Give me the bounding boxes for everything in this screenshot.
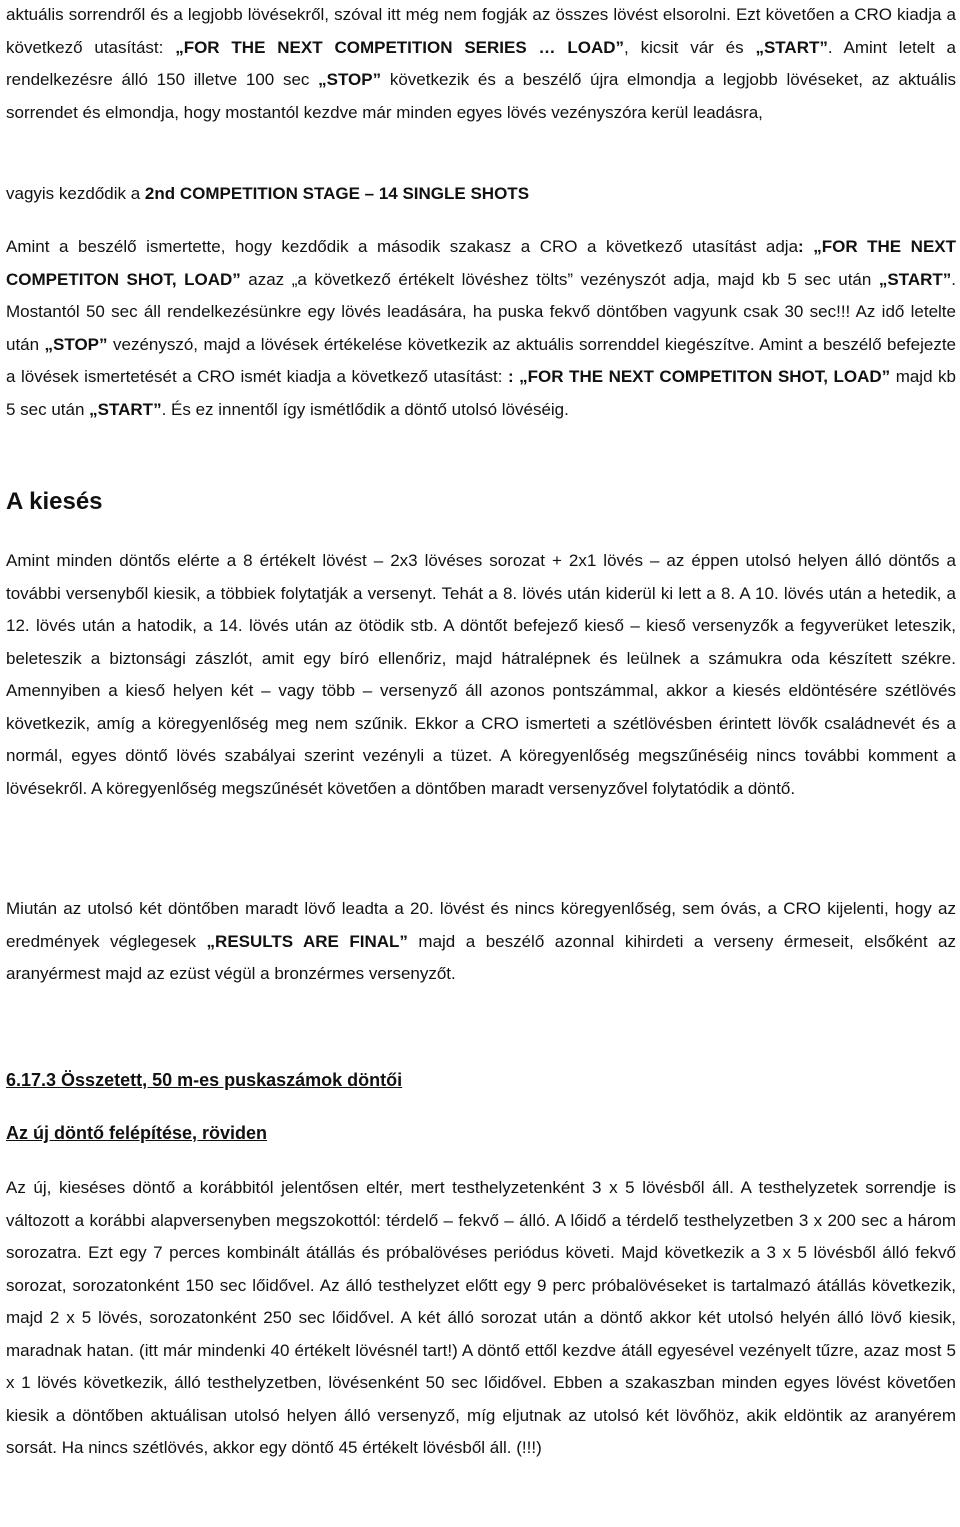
paragraph-stage2 [6, 178, 956, 211]
text: azaz „a következő értékelt lövéshez tölts” vezényszót adja, majd kb 5 sec után [240, 269, 879, 289]
text: majd kb 5 sec után [6, 367, 957, 419]
text: . Amint letelt a rendelkezésre álló 150 illetve 100 sec [6, 37, 956, 89]
command-load: „FOR THE NEXT COMPETITION SERIES … LOAD” [175, 37, 625, 57]
command-start: „START” [89, 399, 162, 419]
command-results-final: „RESULTS ARE FINAL” [206, 931, 408, 951]
paragraph-elimination: Amint minden döntős elérte a 8 értékelt lövést – 2x3 lövéses sorozat + 2x1 lövés – az éppen utolsó helyen álló döntős a további versenyből kiesik, a többiek folytatják a versenyt. Tehát a 8. lövés után kiderül ki lett a 8. A 10. lövés után a hetedik, a 12. lövés után a hatodik, a 14. lövés után az ötödik stb. A döntőt befejező kieső – kieső versenyzők a fegyverüket leteszik, beleteszik a biztonsági zászlót, amit egy bíró ellenőriz, majd hátralépnek és leülnek a számukra oda készített székre. Amennyiben a kieső helyen két – vagy több – versenyző áll azonos pontszámmal, akkor a kiesés eldöntésére szétlövés következik, amíg a köregyenlőség meg nem szűnik. Ekkor a CRO ismerteti a szétlövésben érintett lövők családnevét és a normál, egyes döntő lövés szabályai szerint vezényli a tüzet. A köregyenlőség megszűnéséig nincs további komment a lövésekről. A köregyenlőség megszűnését követően a döntőben maradt versenyzővel folytatódik a döntő. [6, 551, 956, 798]
paragraph-stage2-details [6, 231, 956, 426]
command-load: : „FOR THE NEXT COMPETITON SHOT, LOAD” [508, 367, 891, 386]
text: . És ez innentől így ismétlődik a döntő utolsó lövéséig. [161, 399, 569, 419]
text: , kicsit vár és [624, 37, 756, 57]
text: következik és a beszélő újra elmondja a legjobb lövéseket, az aktuális sorrendet és elmondja, hogy mostantól kezdve már minden egyes lövés vezényszóra kerül leadásra, [6, 70, 956, 122]
command-start: „START” [878, 269, 952, 289]
command-start: „START” [755, 37, 828, 57]
text: Amint a beszélő ismertette, hogy kezdődik a második szakasz a CRO a következő utasítást adja [6, 237, 799, 256]
command-stop: „STOP” [318, 70, 382, 89]
section-heading: 6.17.3 Összetett, 50 m-es puskaszámok döntői [6, 1070, 403, 1090]
command-load: : „FOR THE NEXT COMPETITON SHOT, LOAD” [6, 237, 957, 289]
text: vagyis kezdődik a [6, 184, 145, 203]
stage-title: 2nd COMPETITION STAGE – 14 SINGLE SHOTS [144, 184, 530, 203]
paragraph-new-final: Az új, kieséses döntő a korábbitól jelentősen eltér, mert testhelyzetenként 3 x 5 lövésből áll. A testhelyzetek sorrendje is változott a korábbi alapversenyben megszokottól: térdelő – fekvő – álló. A lőidő a térdelő testhelyzetben 3 x 200 sec a három sorozatra. Ezt egy 7 perces kombinált átállás és próbalövéses periódus követi. Majd következik a 3 x 5 lövésből álló fekvő sorozat, sorozatonként 150 sec lőidővel. Az álló testhelyzet előtt egy 9 perc próbalövéseket is tartalmazó átállás következik, majd 2 x 5 lövés, sorozatonként 250 sec lőidővel. A két álló sorozat után a döntő akkor két utolsó helyén álló lövő kiesik, maradnak hatan. (itt már mindenki 40 értékelt lövésnél tart!) A döntő ettől kezdve átáll egyesével vezényelt tűzre, azaz most 5 x 1 lövés következik, álló testhelyzetben, lövésenként 50 sec lőidővel. Ebben a szakaszban minden egyes lövést követően kiesik a döntőben aktuálisan utolsó helyen álló versenyző, míg eljutnak az utolsó két lövőhöz, akik eldöntik az aranyérem sorsát. Ha nincs szétlövés, akkor egy döntő 45 értékelt lövésből áll. (!!!) [6, 1178, 956, 1457]
paragraph-cro-series [6, 0, 956, 129]
text: vezényszó, majd a lövések értékelése következik az aktuális sorrenddel kiegészítve. Amint a beszélő befejezte a lövések ismertetését a CRO ismét kiadja a következő utasítást: [6, 334, 956, 386]
command-stop: „STOP” [44, 334, 108, 354]
text: . Mostantól 50 sec áll rendelkezésünkre egy lövés leadására, ha puska fekvő döntőben vagyunk csak 30 sec!!! Az idő letelte után [6, 269, 956, 354]
subsection-heading: Az új döntő felépítése, röviden [6, 1123, 268, 1143]
text: aktuális sorrendről és a legjobb lövésekről, szóval itt még nem fogják az összes lövést elsorolni. Ezt követően a CRO kiadja a következő utasítást: [6, 5, 956, 57]
text: majd a beszélő azonnal kihirdeti a verseny érmeseit, elsőként az aranyérmest majd az ezüst végül a bronzérmes versenyzőt. [6, 931, 956, 983]
text: Miután az utolsó két döntőben maradt lövő leadta a 20. lövést és nincs köregyenlőség, sem óvás, a CRO kijelenti, hogy az eredmények véglegesek [6, 899, 956, 951]
heading-elimination: A kiesés [6, 488, 103, 515]
paragraph-results-final [6, 893, 956, 991]
